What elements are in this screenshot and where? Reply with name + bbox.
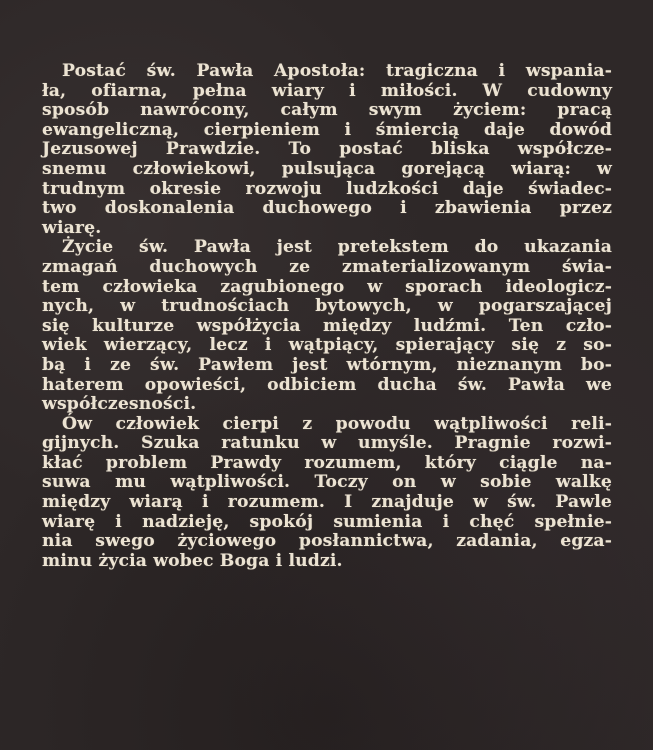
text-line: wiarę i nadzieję, spokój sumienia i chęć spełnie-: [42, 511, 612, 532]
text-line: ewangeliczną, cierpieniem i śmiercią daje dowód: [42, 119, 612, 140]
text-line: suwa mu wątpliwości. Toczy on w sobie walkę: [42, 472, 612, 493]
text-line: bą i ze św. Pawłem jest wtórnym, nieznanym bo-: [42, 354, 612, 375]
text-line: wiek wierzący, lecz i wątpiący, spierający się z so-: [42, 335, 612, 356]
text-line: minu życia wobec Boga i ludzi.: [42, 550, 343, 571]
paragraph-3: [42, 415, 612, 572]
body-text: [42, 62, 612, 571]
text-line: Ów człowiek cierpi z powodu wątpliwości reli-: [62, 413, 612, 434]
text-line: Postać św. Pawła Apostoła: tragiczna i wspania-: [62, 61, 612, 81]
text-line: gijnych. Szuka ratunku w umyśle. Pragnie rozwi-: [42, 433, 612, 454]
text-line: kłać problem Prawdy rozumem, który ciągle na-: [42, 452, 612, 473]
text-line: Jezusowej Prawdzie. To postać bliska współcze-: [42, 139, 612, 160]
text-line: haterem opowieści, odbiciem ducha św. Pawła we: [42, 374, 612, 395]
text-line: nia swego życiowego posłannictwa, zadania, egza-: [42, 531, 612, 552]
text-line: tem człowieka zagubionego w sporach ideologicz-: [42, 276, 612, 297]
text-line: nych, w trudnościach bytowych, w pogarszającej: [42, 296, 612, 317]
paragraph-1: [42, 62, 612, 238]
text-line: sposób nawrócony, całym swym życiem: pracą: [42, 100, 612, 121]
text-line: Życie św. Pawła jest pretekstem do ukazania: [62, 237, 612, 258]
text-line: two doskonalenia duchowego i zbawienia przez: [42, 198, 612, 219]
text-line: snemu człowiekowi, pulsująca gorejącą wiarą: w: [42, 158, 612, 179]
text-line: wiarę.: [42, 217, 102, 238]
paragraph-2: [42, 238, 612, 414]
text-line: między wiarą i rozumem. I znajduje w św. Pawle: [42, 492, 612, 513]
text-line: się kulturze współżycia między ludźmi. Ten czło-: [42, 315, 612, 336]
text-line: zmagań duchowych ze zmaterializowanym świa-: [42, 256, 612, 277]
text-line: trudnym okresie rozwoju ludzkości daje świadec-: [42, 178, 612, 199]
text-line: ła, ofiarna, pełna wiary i miłości. W cudowny: [42, 80, 612, 101]
text-line: współczesności.: [42, 394, 197, 415]
